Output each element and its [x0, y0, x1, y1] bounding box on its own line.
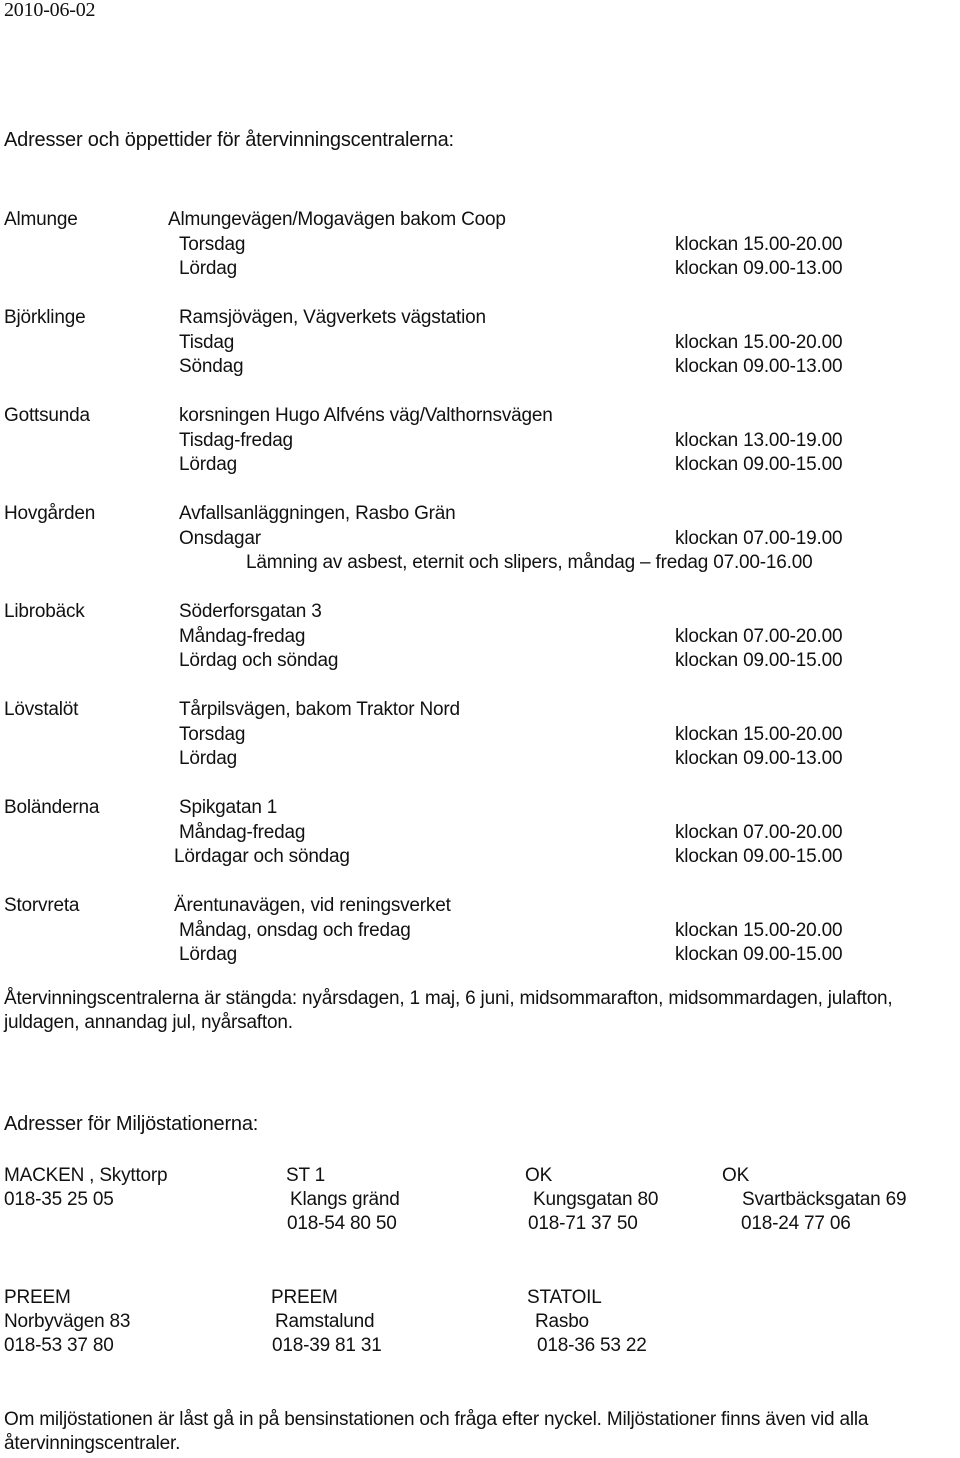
center-day: Lördag — [179, 454, 237, 475]
station-address: Svartbäcksgatan 69 — [742, 1189, 907, 1210]
center-day: Lördag — [179, 258, 237, 279]
center-time: klockan 15.00-20.00 — [675, 724, 843, 745]
station-phone: 018-53 37 80 — [4, 1335, 114, 1356]
center-day: Lördag och söndag — [179, 650, 339, 671]
center-day: Måndag-fredag — [179, 626, 306, 647]
center-address: Tårpilsvägen, bakom Traktor Nord — [179, 699, 460, 720]
asbestos-note: Lämning av asbest, eternit och slipers, måndag – fredag 07.00-16.00 — [246, 552, 813, 573]
station-phone: 018-35 25 05 — [4, 1189, 114, 1210]
recycling-heading: Adresser och öppettider för återvinningscentralerna: — [4, 129, 454, 151]
center-address: Ärentunavägen, vid reningsverket — [174, 895, 451, 916]
center-day: Måndag-fredag — [179, 822, 306, 843]
center-time: klockan 09.00-13.00 — [675, 258, 843, 279]
station-phone: 018-54 80 50 — [287, 1213, 397, 1234]
center-address: korsningen Hugo Alfvéns väg/Valthornsvägen — [179, 405, 553, 426]
stations-heading: Adresser för Miljöstationerna: — [4, 1113, 259, 1135]
center-name: Librobäck — [4, 601, 85, 622]
center-address: Ramsjövägen, Vägverkets vägstation — [179, 307, 486, 328]
footer-note: Om miljöstationen är låst gå in på bensinstationen och fråga efter nyckel. Miljöstationer finns även vid alla återvinningscentraler. — [4, 1409, 869, 1454]
center-time: klockan 15.00-20.00 — [675, 332, 843, 353]
center-time: klockan 09.00-15.00 — [675, 454, 843, 475]
station-name: OK — [525, 1165, 553, 1186]
center-day: Onsdagar — [179, 528, 261, 549]
station-name: OK — [722, 1165, 750, 1186]
station-name: ST 1 — [286, 1165, 325, 1186]
center-day: Måndag, onsdag och fredag — [179, 920, 411, 941]
center-time: klockan 09.00-13.00 — [675, 748, 843, 769]
center-name: Lövstalöt — [4, 699, 79, 720]
station-address: Ramstalund — [275, 1311, 375, 1332]
station-address: Klangs gränd — [290, 1189, 400, 1210]
station-name: PREEM — [271, 1287, 338, 1308]
center-day: Torsdag — [179, 724, 246, 745]
center-time: klockan 09.00-15.00 — [675, 846, 843, 867]
closed-days-note: Återvinningscentralerna är stängda: nyårsdagen, 1 maj, 6 juni, midsommarafton, midsommardagen, julafton, juldagen, annandag jul, nyårsafton. — [4, 988, 893, 1033]
center-time: klockan 15.00-20.00 — [675, 920, 843, 941]
station-address: Rasbo — [535, 1311, 589, 1332]
station-address: Norbyvägen 83 — [4, 1311, 131, 1332]
center-day: Lördag — [179, 748, 237, 769]
center-day: Tisdag — [179, 332, 235, 353]
station-phone: 018-36 53 22 — [537, 1335, 647, 1356]
center-day: Torsdag — [179, 234, 246, 255]
center-address: Söderforsgatan 3 — [179, 601, 322, 622]
center-day: Söndag — [179, 356, 244, 377]
center-name: Storvreta — [4, 895, 80, 916]
station-phone: 018-24 77 06 — [741, 1213, 851, 1234]
center-time: klockan 07.00-19.00 — [675, 528, 843, 549]
center-day: Lördagar och söndag — [174, 846, 350, 867]
center-day: Tisdag-fredag — [179, 430, 293, 451]
center-name: Boländerna — [4, 797, 100, 818]
center-name: Gottsunda — [4, 405, 90, 426]
station-name: STATOIL — [527, 1287, 602, 1308]
center-name: Almunge — [4, 209, 78, 230]
center-time: klockan 15.00-20.00 — [675, 234, 843, 255]
station-name: MACKEN , Skyttorp — [4, 1165, 168, 1186]
center-address: Spikgatan 1 — [179, 797, 278, 818]
station-address: Kungsgatan 80 — [533, 1189, 659, 1210]
center-address: Almungevägen/Mogavägen bakom Coop — [168, 209, 506, 230]
center-time: klockan 07.00-20.00 — [675, 626, 843, 647]
center-time: klockan 09.00-15.00 — [675, 944, 843, 965]
center-address: Avfallsanläggningen, Rasbo Grän — [179, 503, 456, 524]
center-name: Hovgården — [4, 503, 96, 524]
center-name: Björklinge — [4, 307, 86, 328]
document-date: 2010-06-02 — [4, 0, 96, 21]
station-phone: 018-71 37 50 — [528, 1213, 638, 1234]
center-time: klockan 09.00-15.00 — [675, 650, 843, 671]
center-time: klockan 13.00-19.00 — [675, 430, 843, 451]
center-time: klockan 07.00-20.00 — [675, 822, 843, 843]
center-time: klockan 09.00-13.00 — [675, 356, 843, 377]
center-day: Lördag — [179, 944, 237, 965]
station-name: PREEM — [4, 1287, 71, 1308]
station-phone: 018-39 81 31 — [272, 1335, 382, 1356]
